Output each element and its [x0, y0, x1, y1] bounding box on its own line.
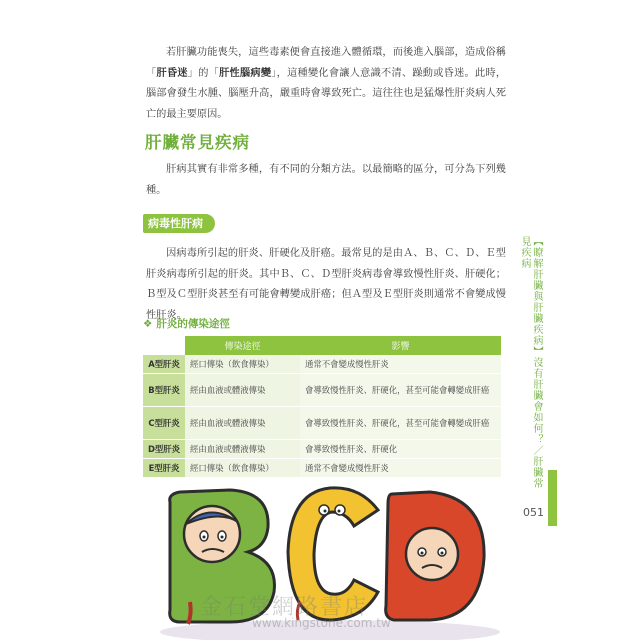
letter-d-character — [386, 492, 484, 620]
section-title: 肝臟常見疾病 — [145, 133, 250, 152]
effect: 會導致慢性肝炎、肝硬化，甚至可能會轉變成肝癌 — [300, 374, 501, 407]
transmission-route: 經由血液或體液傳染 — [185, 440, 300, 459]
table-header-blank — [143, 336, 185, 355]
paragraph-text: 若肝臟功能喪失，這些毒素便會直接進入體循環，而後進入腦部，造成俗稱「 — [146, 47, 506, 79]
paragraph-text: 肝病其實有非常多種，有不同的分類方法。以最簡略的區分，可分為下列幾種。 — [146, 164, 506, 196]
paragraph-text: 」，這種變化會讓人意識不清、躁動或昏迷。此時，腦部會發生水腫、腦壓升高，嚴重時會導致死亡。這往往也是猛爆性肝炎病人死亡的最主要原因。 — [146, 67, 507, 120]
hepatitis-type: D型肝炎 — [143, 440, 185, 459]
chapter-sidebar-text: 【瞭解肝臟與肝臟疾病】沒有肝臟會如何？／肝臟常見疾病 — [519, 236, 542, 489]
table-row — [143, 440, 501, 459]
viral-hepatitis-paragraph — [146, 244, 506, 326]
paragraph-text: 因病毒所引起的肝炎、肝硬化及肝癌。最常見的是由Ａ、Ｂ、Ｃ、Ｄ、Ｅ型肝炎病毒所引起的肝炎。其中Ｂ、Ｃ、Ｄ型肝炎病毒會導致慢性肝炎、肝硬化；Ｂ型及Ｃ型肝炎甚至有可能會轉變成肝癌；但Ａ型及Ｅ型肝炎則通常不會變成慢性肝炎。 — [146, 248, 506, 321]
diamond-bullet-icon: ❖ — [143, 318, 153, 330]
watermark-url: www.kingstone.com.tw — [252, 616, 391, 630]
table-title-text: 肝炎的傳染途徑 — [156, 318, 230, 330]
transmission-route: 經口傳染（飲食傳染） — [185, 459, 300, 478]
table-row — [143, 355, 501, 374]
paragraph-text: 」的「 — [187, 67, 220, 79]
hepatitis-transmission-table — [143, 336, 501, 478]
effect: 通常不會變成慢性肝炎 — [300, 355, 501, 374]
hepatitis-type: C型肝炎 — [143, 407, 185, 440]
table-header-route: 傳染途徑 — [185, 336, 300, 355]
effect: 通常不會變成慢性肝炎 — [300, 459, 501, 478]
term-hepatic-encephalopathy: 肝性腦病變 — [219, 67, 272, 79]
hepatitis-type: A型肝炎 — [143, 355, 185, 374]
subheading-badge: 病毒性肝病 — [143, 214, 215, 233]
transmission-route: 經由血液或體液傳染 — [185, 374, 300, 407]
watermark: 金石堂網路書店 — [200, 595, 369, 620]
term-hepatic-coma: 肝昏迷 — [156, 67, 188, 79]
table-header-effect: 影響 — [300, 336, 501, 355]
chapter-color-tab — [548, 470, 557, 526]
section-intro-paragraph — [146, 160, 506, 201]
table-header-row — [143, 336, 501, 355]
transmission-route: 經由血液或體液傳染 — [185, 407, 300, 440]
effect: 會導致慢性肝炎、肝硬化 — [300, 440, 501, 459]
effect: 會導致慢性肝炎、肝硬化，甚至可能會轉變成肝癌 — [300, 407, 501, 440]
table-row — [143, 374, 501, 407]
intro-paragraph — [146, 43, 506, 125]
hepatitis-type: E型肝炎 — [143, 459, 185, 478]
hepatitis-type: B型肝炎 — [143, 374, 185, 407]
page-number: 051 — [523, 506, 544, 519]
table-row — [143, 407, 501, 440]
table-title — [143, 316, 230, 331]
transmission-route: 經口傳染（飲食傳染） — [185, 355, 300, 374]
